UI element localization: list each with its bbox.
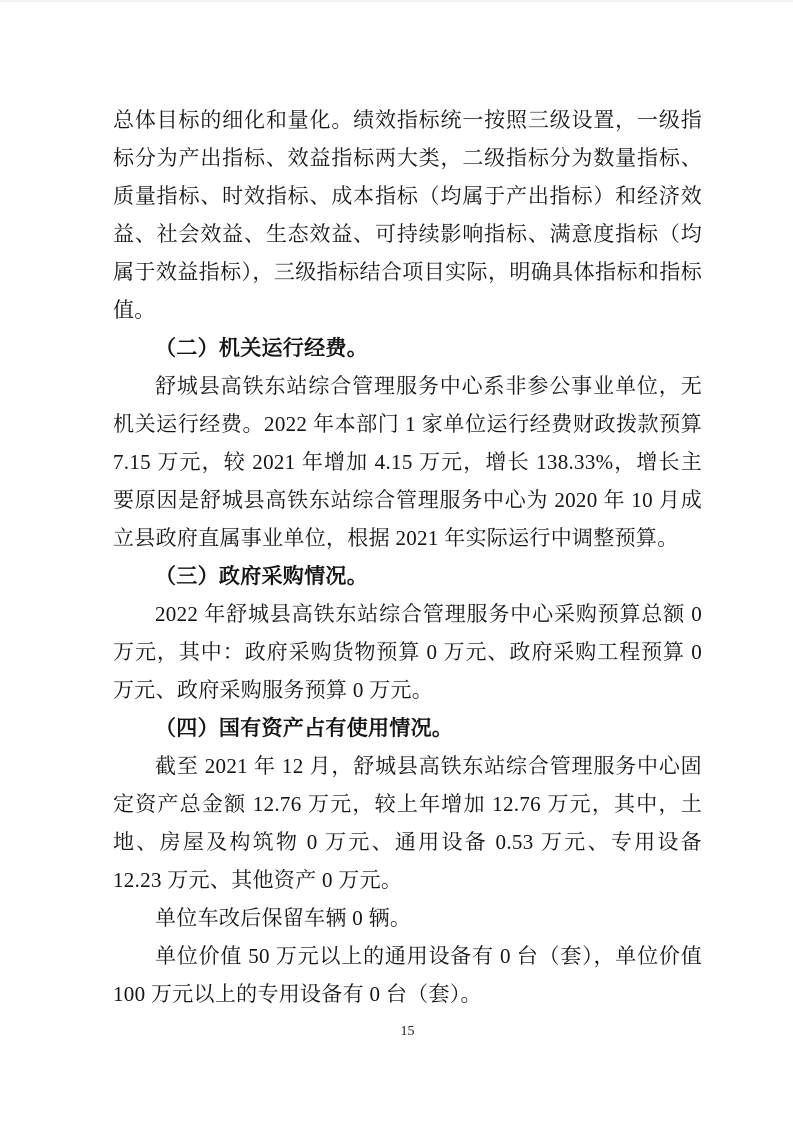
paragraph-high-value-equipment: 单位价值 50 万元以上的通用设备有 0 台（套），单位价值 100 万元以上的专用设备有 0 台（套）。 xyxy=(113,944,702,1006)
paragraph-performance-indicators: 总体目标的细化和量化。绩效指标统一按照三级设置，一级指标分为产出指标、效益指标两大类，二级指标分为数量指标、质量指标、时效指标、成本指标（均属于产出指标）和经济效益、社会效益、生态效益、可持续影响指标、满意度指标（均属于效益指标），三级指标结合项目实际，明确具体指标和指标值。 xyxy=(113,108,702,322)
page-number: 15 xyxy=(400,1024,415,1039)
paragraph-retained-vehicles: 单位车改后保留车辆 0 辆。 xyxy=(155,906,412,930)
section-heading-government-procurement: （三）政府采购情况。 xyxy=(155,564,368,588)
paragraph-operating-costs: 舒城县高铁东站综合管理服务中心系非参公事业单位，无机关运行经费。2022 年本部门 1 家单位运行经费财政拨款预算 7.15 万元，较 2021 年增加 4.15 万元，增长 138.33%，增长主要原因是舒城县高铁东站综合管理服务中心为 2020 年 10 月成立县政府直属事业单位，根据 2021 年实际运行中调整预算。 xyxy=(113,374,702,550)
paragraph-procurement: 2022 年舒城县高铁东站综合管理服务中心采购预算总额 0 万元，其中：政府采购货物预算 0 万元、政府采购工程预算 0 万元、政府采购服务预算 0 万元。 xyxy=(113,602,702,702)
section-heading-agency-operating-costs: （二）机关运行经费。 xyxy=(155,336,368,360)
page-footer xyxy=(113,1022,702,1040)
section-heading-state-assets: （四）国有资产占有使用情况。 xyxy=(155,716,454,740)
document-body xyxy=(113,101,702,1013)
paragraph-state-assets: 截至 2021 年 12 月，舒城县高铁东站综合管理服务中心固定资产总金额 12.76 万元，较上年增加 12.76 万元，其中，土地、房屋及构筑物 0 万元、通用设备 0.53 万元、专用设备 12.23 万元、其他资产 0 万元。 xyxy=(113,754,702,892)
